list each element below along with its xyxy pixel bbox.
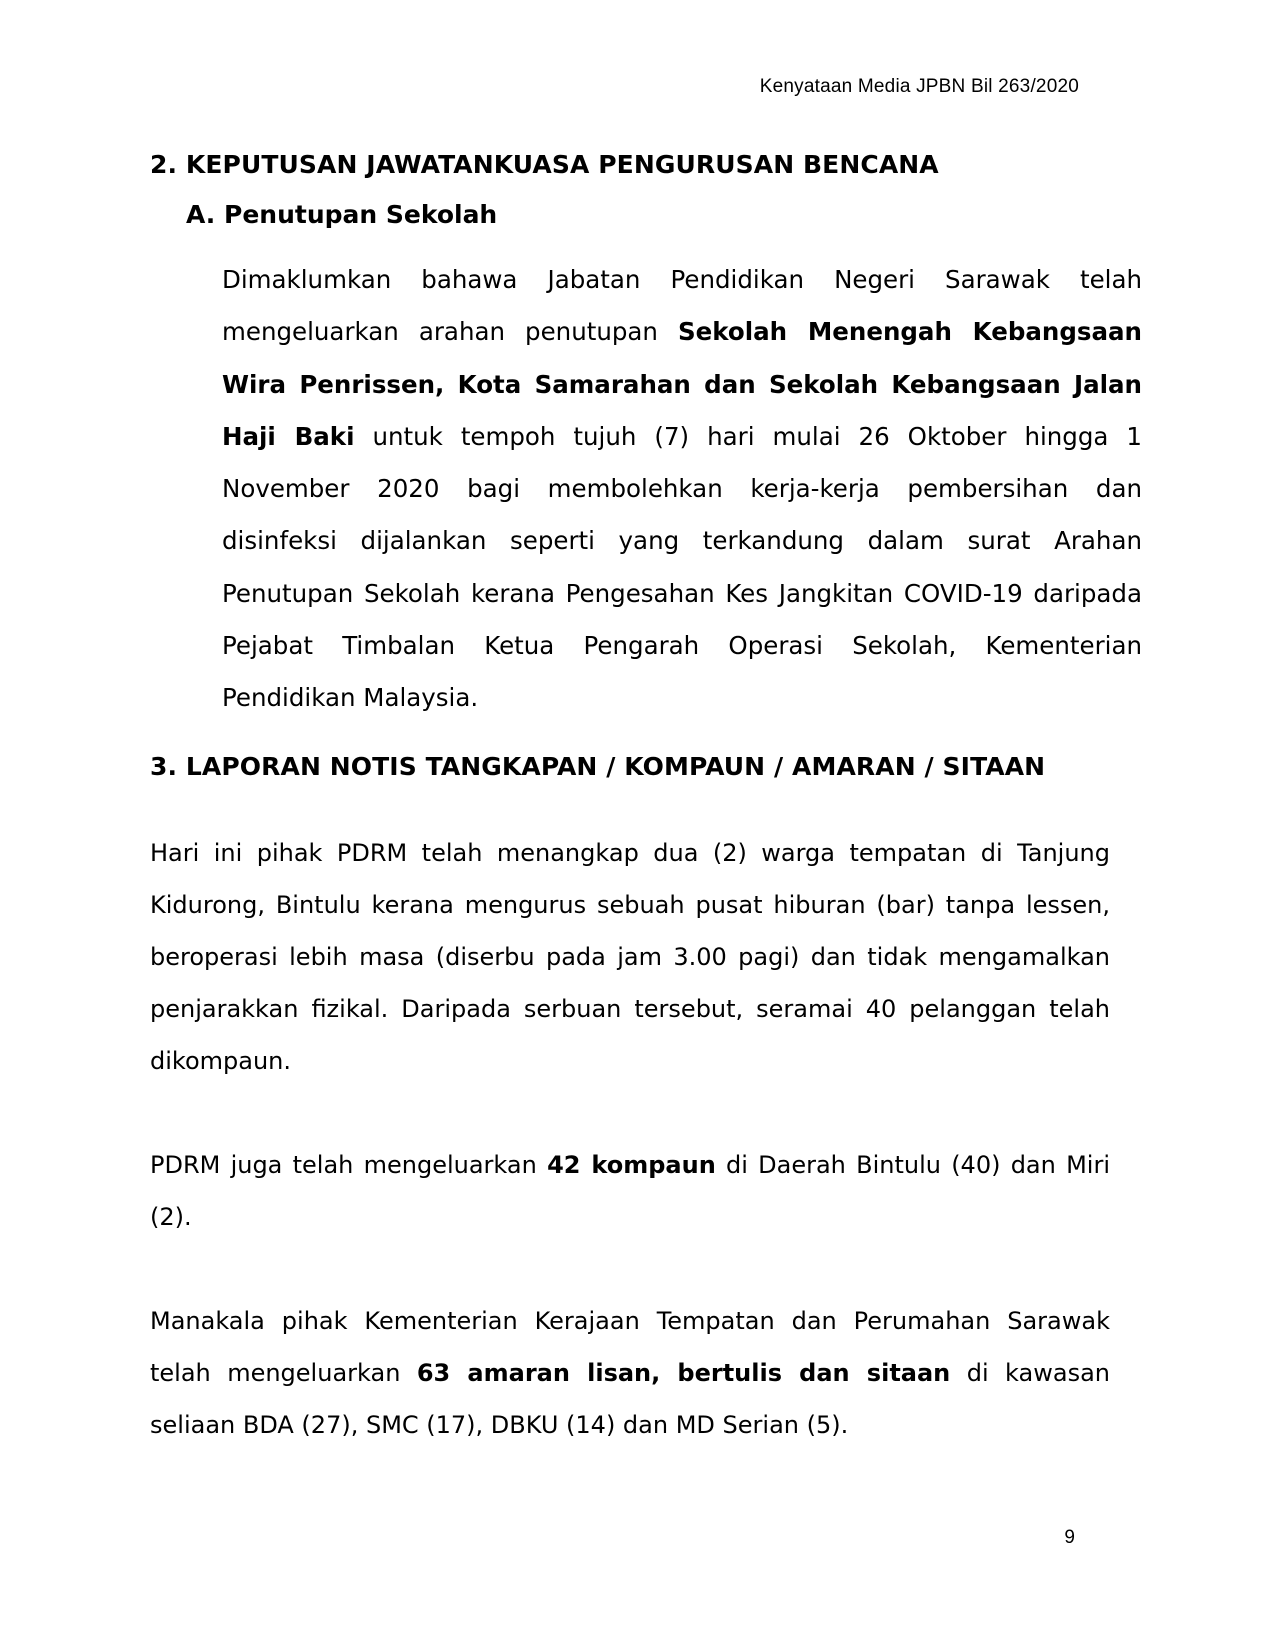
section-2-title: 2. KEPUTUSAN JAWATANKUASA PENGURUSAN BENCANA bbox=[150, 150, 939, 179]
warning-paragraph bbox=[150, 1295, 1110, 1451]
paragraph-text: Manakala pihak Kementerian Kerajaan Tempatan dan Perumahan Sarawak telah mengeluarkan bbox=[150, 1307, 1110, 1387]
page-number: 9 bbox=[1064, 1527, 1075, 1548]
paragraph-text: untuk tempoh tujuh (7) hari mulai 26 Oktober hingga 1 November 2020 bagi membolehkan kerja-kerja pembersihan dan disinfeksi dijalankan seperti yang terkandung dalam surat Arahan Penutupan Sekolah kerana Pengesahan Kes Jangkitan COVID-19 daripada Pejabat Timbalan Ketua Pengarah Operasi Sekolah, Kementerian Pendidikan Malaysia. bbox=[222, 421, 1142, 713]
paragraph-text: PDRM juga telah mengeluarkan bbox=[150, 1151, 548, 1179]
school-closure-paragraph bbox=[222, 254, 1142, 725]
paragraph-text: di Daerah Bintulu (40) dan Miri (2). bbox=[150, 1151, 1110, 1231]
paragraph-text: di kawasan seliaan BDA (27), SMC (17), DBKU (14) dan MD Serian (5). bbox=[150, 1359, 1110, 1439]
compound-count: 42 kompaun bbox=[547, 1151, 716, 1179]
document-reference: Kenyataan Media JPBN Bil 263/2020 bbox=[759, 76, 1079, 97]
arrest-paragraph: Hari ini pihak PDRM telah menangkap dua (2) warga tempatan di Tanjung Kidurong, Bintulu kerana mengurus sebuah pusat hiburan (bar) tanpa lessen, beroperasi lebih masa (diserbu pada jam 3.00 pagi) dan tidak mengamalkan penjarakkan fizikal. Daripada serbuan tersebut, seramai 40 pelanggan telah dikompaun. bbox=[150, 839, 1110, 1075]
school-names: Sekolah Menengah Kebangsaan Wira Penrissen, Kota Samarahan dan Sekolah Kebangsaan Jalan Haji Baki bbox=[222, 317, 1142, 451]
subsection-a-title: A. Penutupan Sekolah bbox=[186, 200, 498, 229]
compound-paragraph bbox=[150, 1139, 1110, 1243]
section-3-title: 3. LAPORAN NOTIS TANGKAPAN / KOMPAUN / AMARAN / SITAAN bbox=[150, 752, 1046, 781]
warning-count: 63 amaran lisan, bertulis dan sitaan bbox=[416, 1359, 951, 1387]
paragraph-text: Dimaklumkan bahawa Jabatan Pendidikan Negeri Sarawak telah mengeluarkan arahan penutupan bbox=[222, 265, 1142, 347]
